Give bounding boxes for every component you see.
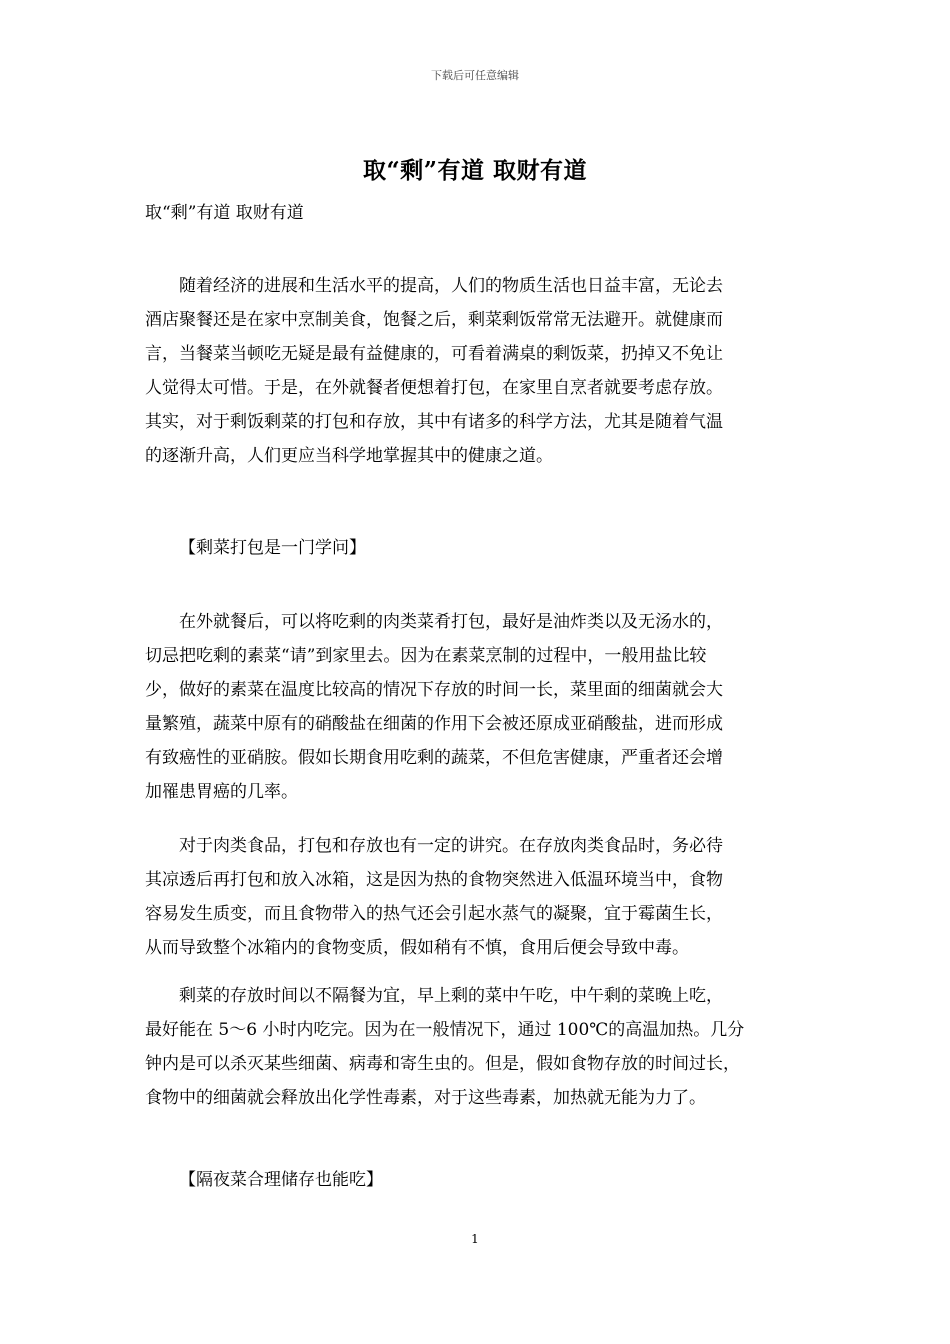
paragraph-line: 随着经济的进展和生活水平的提高，人们的物质生活也日益丰富，无论去: [145, 276, 723, 296]
paragraph-line: 有致癌性的亚硝胺。假如长期食用吃剩的蔬菜，不但危害健康，严重者还会增: [145, 748, 723, 768]
section-heading-text: 【隔夜菜合理储存也能吃】: [179, 1170, 383, 1190]
subtitle-line: 取“剩”有道 取财有道: [145, 203, 304, 223]
paragraph-packing: [145, 605, 825, 809]
paragraph-meat-storage: [145, 829, 825, 965]
paragraph-line: 对于肉类食品，打包和存放也有一定的讲究。在存放肉类食品时，务必待: [145, 836, 723, 856]
section-heading-text: 【剩菜打包是一门学问】: [179, 538, 366, 558]
document-subtitle: [145, 196, 825, 230]
paragraph-line: 其实，对于剩饭剩菜的打包和存放，其中有诸多的科学方法，尤其是随着气温: [145, 412, 723, 432]
paragraph-line: 少，做好的素菜在温度比较高的情况下存放的时间一长，菜里面的细菌就会大: [145, 680, 723, 700]
page-number: 1: [471, 1232, 479, 1246]
paragraph-line: 人觉得太可惜。于是，在外就餐者便想着打包，在家里自烹者就要考虑存放。: [145, 378, 723, 398]
paragraph-line: 酒店聚餐还是在家中烹制美食，饱餐之后，剩菜剩饭常常无法避开。就健康而: [145, 310, 723, 330]
paragraph-line: 言，当餐菜当顿吃无疑是最有益健康的，可看着满桌的剩饭菜，扔掉又不免让: [145, 344, 723, 364]
paragraph-line: 量繁殖，蔬菜中原有的硝酸盐在细菌的作用下会被还原成亚硝酸盐，进而形成: [145, 714, 723, 734]
paragraph-line: 从而导致整个冰箱内的食物变质，假如稍有不慎，食用后便会导致中毒。: [145, 938, 689, 958]
paragraph-line: 容易发生质变，而且食物带入的热气还会引起水蒸气的凝聚，宜于霉菌生长，: [145, 904, 723, 924]
paragraph-storage-time: [145, 979, 825, 1115]
paragraph-line: 的逐渐升高，人们更应当科学地掌握其中的健康之道。: [145, 446, 553, 466]
paragraph-line: 钟内是可以杀灭某些细菌、病毒和寄生虫的。但是，假如食物存放的时间过长，: [145, 1054, 740, 1074]
section-heading-packing: [145, 531, 825, 565]
paragraph-line: 食物中的细菌就会释放出化学性毒素，对于这些毒素，加热就无能为力了。: [145, 1088, 706, 1108]
paragraph-line: 最好能在 5～6 小时内吃完。因为在一般情况下，通过 100℃的高温加热。几分: [145, 1020, 745, 1040]
document-title: 取“剩”有道 取财有道: [363, 157, 587, 184]
paragraph-line: 在外就餐后，可以将吃剩的肉类菜肴打包，最好是油炸类以及无汤水的，: [145, 612, 723, 632]
paragraph-line: 其凉透后再打包和放入冰箱，这是因为热的食物突然进入低温环境当中，食物: [145, 870, 723, 890]
section-heading-overnight: [145, 1163, 825, 1197]
header-note: 下载后可任意编辑: [431, 69, 519, 82]
paragraph-line: 加罹患胃癌的几率。: [145, 782, 298, 802]
paragraph-intro: [145, 269, 825, 473]
paragraph-line: 剩菜的存放时间以不隔餐为宜，早上剩的菜中午吃，中午剩的菜晚上吃，: [145, 986, 723, 1006]
paragraph-line: 切忌把吃剩的素菜“请”到家里去。因为在素菜烹制的过程中，一般用盐比较: [145, 646, 707, 666]
